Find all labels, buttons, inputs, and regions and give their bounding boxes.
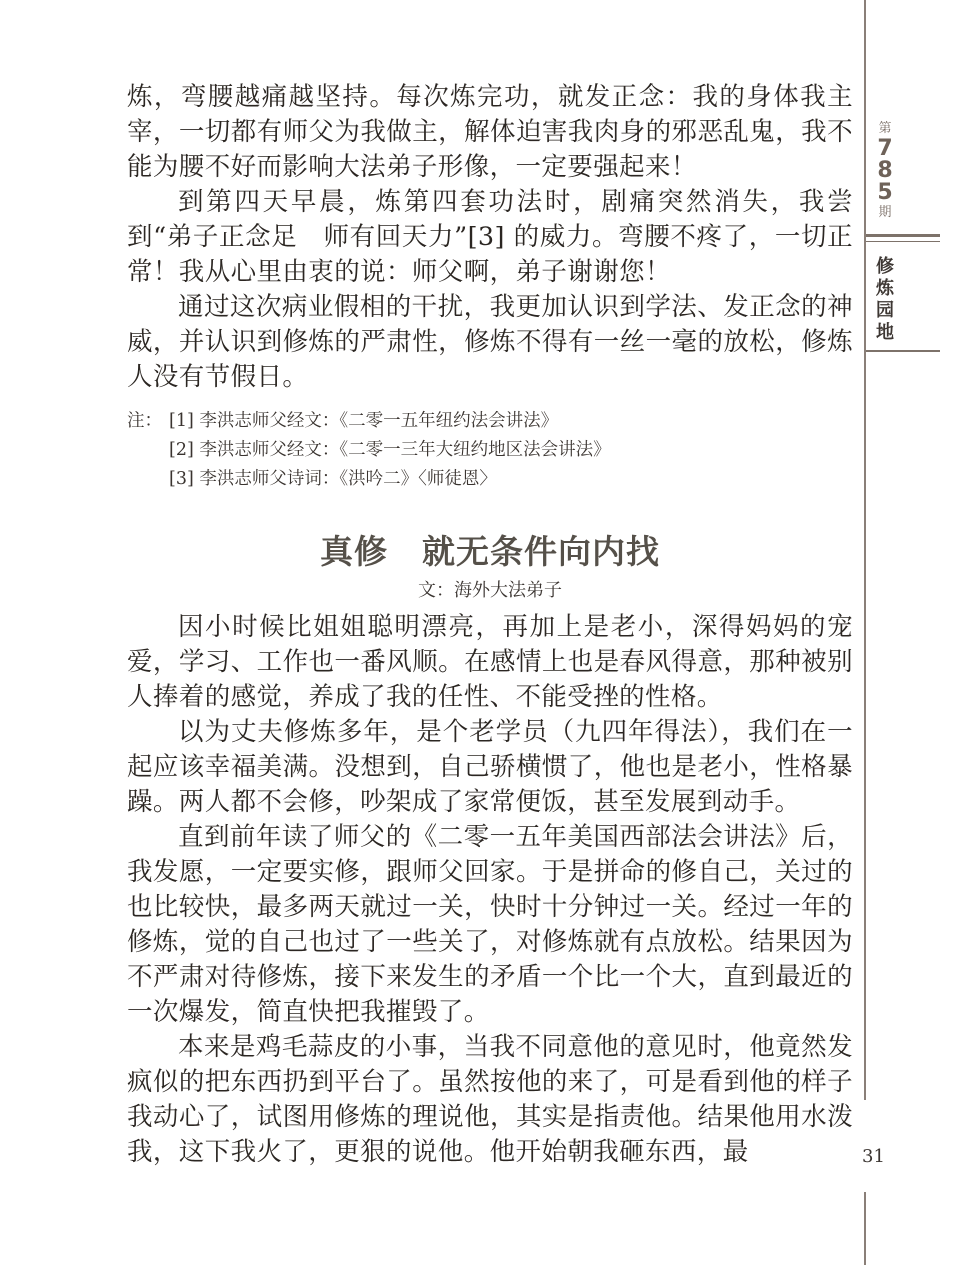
- divider: [866, 241, 940, 242]
- issue-digit: 7: [877, 136, 893, 161]
- footnote-item: [3] 李洪志师父诗词：《洪吟二》〈师徒恩〉: [169, 469, 497, 489]
- paragraph: 炼，弯腰越痛越坚持。每次炼完功，就发正念：我的身体我主宰，一切都有师父为我做主，解体迫害我肉身的邪恶乱鬼，我不能为腰不好而影响大法弟子形像，一定要强起来！: [127, 82, 853, 182]
- section-char: 地: [876, 322, 894, 343]
- paragraph: 本来是鸡毛蒜皮的小事，当我不同意他的意见时，他竟然发疯似的把东西扔到平台了。虽然按他的来了，可是看到他的样子我动心了，试图用修炼的理说他，其实是指责他。结果他用水泼我，这下我火了，更狠的说他。他开始朝我砸东西，最: [127, 1032, 853, 1167]
- issue-number: [870, 120, 900, 222]
- issue-digit: 5: [877, 180, 893, 205]
- paragraph: 因小时候比姐姐聪明漂亮，再加上是老小，深得妈妈的宠爱，学习、工作也一番风顺。在感情上也是春风得意，那种被别人捧着的感觉，养成了我的任性、不能受挫的性格。: [127, 612, 853, 712]
- footnotes: [127, 407, 853, 494]
- section-name: [872, 256, 898, 344]
- paragraph: 直到前年读了师父的《二零一五年美国西部法会讲法》后，我发愿，一定要实修，跟师父回家。于是拼命的修自己，关过的也比较快，最多两天就过一关，快时十分钟过一关。经过一年的修炼，觉的自己也过了一些关了，对修炼就有点放松。结果因为不严肃对待修炼，接下来发生的矛盾一个比一个大，直到最近的一次爆发，简直快把我摧毁了。: [127, 822, 853, 1027]
- section-char: 园: [876, 300, 894, 321]
- footnote-item: [2] 李洪志师父经文：《二零一三年大纽约地区法会讲法》: [169, 440, 611, 460]
- paragraph: 通过这次病业假相的干扰，我更加认识到学法、发正念的神威，并认识到修炼的严肃性，修炼不得有一丝一毫的放松，修炼人没有节假日。: [127, 292, 853, 392]
- footnote-row: [127, 465, 853, 494]
- footnote-row: [127, 436, 853, 465]
- page-number: 31: [862, 1146, 885, 1167]
- sidebar-rule: [864, 0, 866, 1265]
- footnote-row: [127, 407, 853, 436]
- footnote-label: 注：: [127, 411, 162, 431]
- article-title: 真修 就无条件向内找: [320, 532, 660, 571]
- divider: [866, 234, 940, 237]
- paragraph: 到第四天早晨，炼第四套功法时，剧痛突然消失，我尝到“弟子正念足 师有回天力”[3] 的威力。弯腰不疼了，一切正常！我从心里由衷的说：师父啊，弟子谢谢您！: [127, 187, 853, 287]
- main-content: [127, 80, 853, 1170]
- issue-suffix: 期: [878, 205, 892, 220]
- divider: [866, 350, 940, 352]
- article-byline: 文：海外大法弟子: [418, 580, 562, 601]
- section-char: 炼: [876, 278, 894, 299]
- paragraph: 以为丈夫修炼多年，是个老学员（九四年得法），我们在一起应该幸福美满。没想到，自己骄横惯了，他也是老小，性格暴躁。两人都不会修，吵架成了家常便饭，甚至发展到动手。: [127, 717, 853, 817]
- sidebar: [864, 0, 978, 1265]
- issue-digit: 8: [877, 158, 893, 183]
- footnote-item: [1] 李洪志师父经文：《二零一五年纽约法会讲法》: [169, 411, 559, 431]
- issue-prefix: 第: [878, 121, 892, 136]
- section-char: 修: [876, 256, 894, 277]
